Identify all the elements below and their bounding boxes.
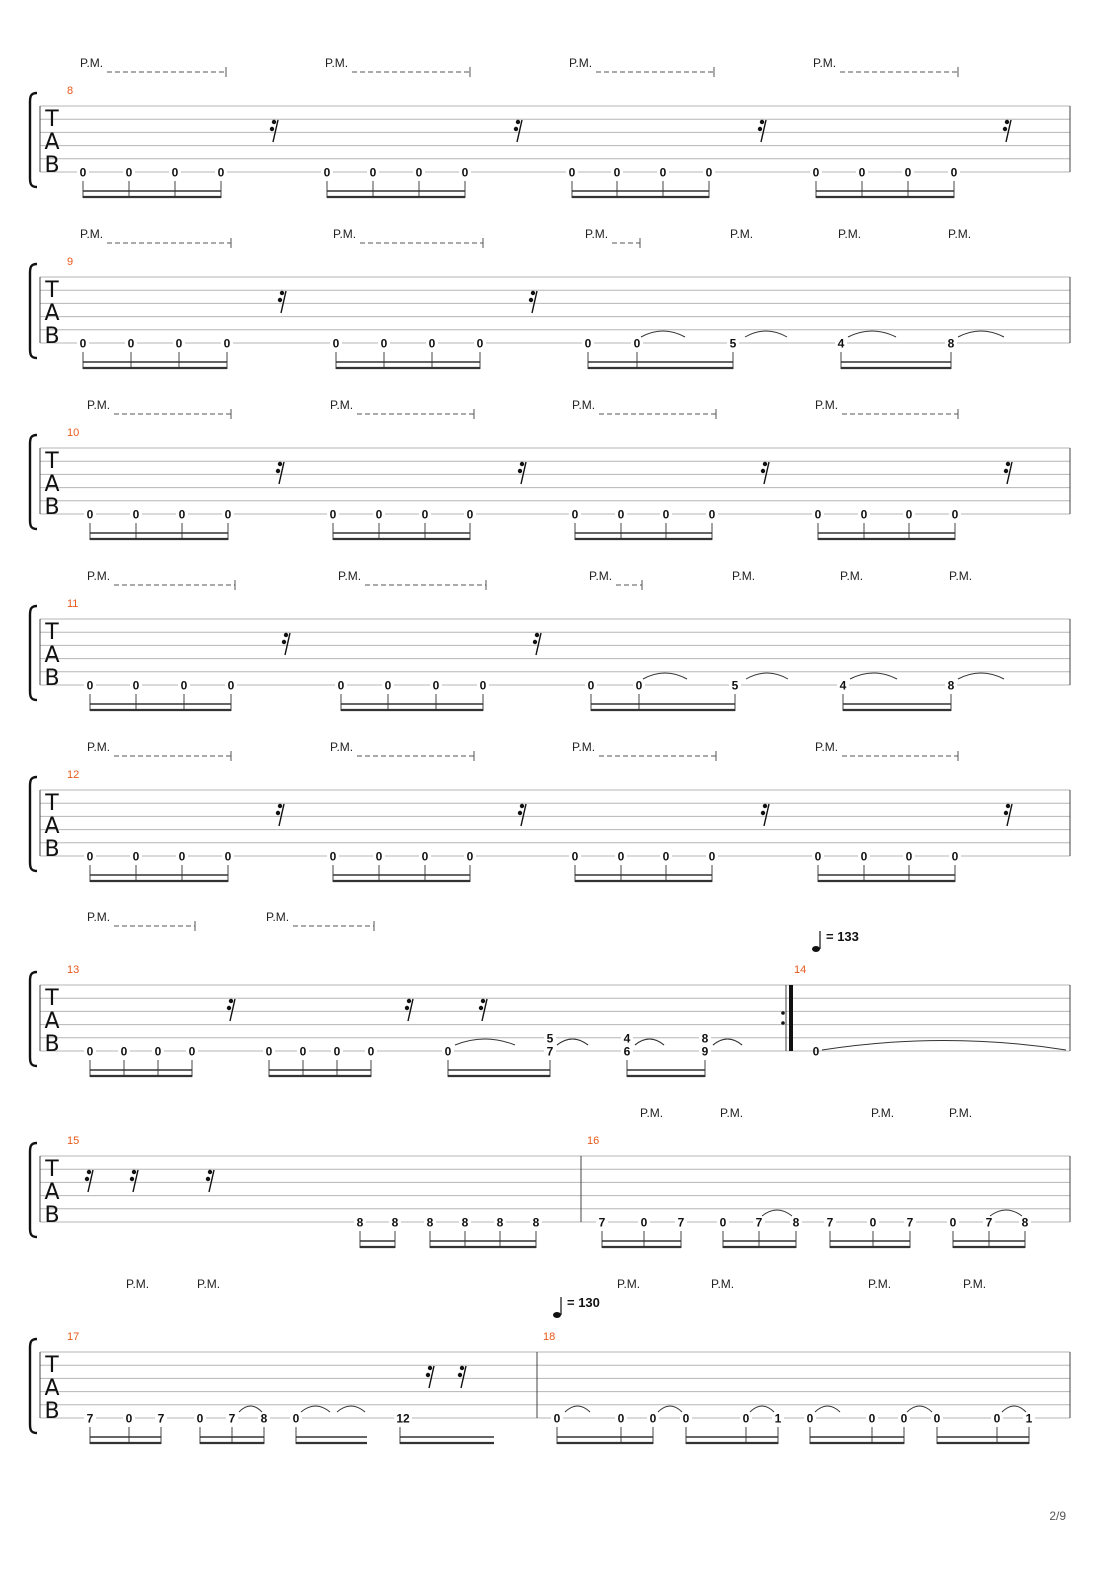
tab-clef-letter: B (44, 666, 60, 691)
palm-mute-label: P.M. (589, 569, 613, 583)
fret-number: 0 (466, 507, 474, 522)
measure-number: 8 (67, 85, 74, 97)
tab-system (30, 740, 1070, 882)
fret-number: 0 (178, 507, 186, 522)
measure-number: 13 (67, 964, 80, 976)
palm-mute-label: P.M. (868, 1277, 892, 1291)
tab-clef-letter: A (44, 814, 60, 839)
fret-number: 0 (332, 336, 340, 351)
palm-mute-label: P.M. (333, 227, 357, 241)
palm-mute-label: P.M. (838, 227, 862, 241)
tab-clef-letter: T (45, 791, 59, 816)
system-brace (30, 972, 37, 1066)
rest-flag-dot (278, 298, 282, 302)
tab-clef-letter: B (44, 324, 60, 349)
fret-number: 0 (323, 165, 331, 180)
fret-number: 0 (858, 165, 866, 180)
rest-flag-dot (87, 1170, 91, 1174)
fret-number: 5 (731, 678, 739, 693)
fret-number: 7 (985, 1215, 993, 1230)
rest-flag-dot (1006, 462, 1010, 466)
rest-flag-dot (132, 1170, 136, 1174)
rest-flag-dot (278, 804, 282, 808)
fret-number: 0 (421, 849, 429, 864)
fret-number: 8 (260, 1411, 268, 1426)
fret-number: 8 (391, 1215, 399, 1230)
rest-flag-dot (276, 469, 280, 473)
fret-number: 0 (950, 165, 958, 180)
tie (337, 1406, 365, 1412)
rest-flag-dot (206, 1177, 210, 1181)
fret-number: 0 (132, 678, 140, 693)
tie (641, 331, 685, 337)
fret-number: 0 (79, 165, 87, 180)
fret-number: 0 (662, 507, 670, 522)
fret-number: 0 (333, 1044, 341, 1059)
fret-number: 0 (154, 1044, 162, 1059)
palm-mute-label: P.M. (87, 398, 111, 412)
palm-mute-label: P.M. (720, 1106, 744, 1120)
tie (643, 673, 687, 679)
tab-clef-letter: T (45, 1353, 59, 1378)
fret-number: 0 (949, 1215, 957, 1230)
palm-mute-label: P.M. (87, 740, 111, 754)
rest-flag-dot (282, 640, 286, 644)
rest-flag-dot (516, 120, 520, 124)
fret-number: 0 (369, 165, 377, 180)
fret-number: 8 (947, 336, 955, 351)
palm-mute-label: P.M. (266, 910, 290, 924)
fret-number: 0 (900, 1411, 908, 1426)
fret-number: 5 (546, 1031, 554, 1046)
page-number: 2/9 (1049, 1509, 1066, 1523)
fret-number: 0 (86, 678, 94, 693)
rest-flag-dot (1004, 811, 1008, 815)
tie (557, 1039, 588, 1045)
rest-flag-dot (531, 291, 535, 295)
measure-number: 18 (543, 1331, 556, 1343)
fret-number: 0 (587, 678, 595, 693)
fret-number: 0 (375, 849, 383, 864)
fret-number: 0 (223, 336, 231, 351)
fret-number: 0 (904, 165, 912, 180)
fret-number: 0 (617, 1411, 625, 1426)
measure-number: 17 (67, 1331, 80, 1343)
tab-clef-letter: T (45, 1157, 59, 1182)
fret-number: 0 (869, 1215, 877, 1230)
tab-system (30, 569, 1070, 711)
fret-number: 0 (568, 165, 576, 180)
fret-number: 0 (329, 849, 337, 864)
fret-number: 0 (571, 849, 579, 864)
fret-number: 7 (546, 1044, 554, 1059)
fret-number: 0 (175, 336, 183, 351)
fret-number: 0 (479, 678, 487, 693)
fret-number: 0 (428, 336, 436, 351)
system-brace (30, 435, 37, 529)
tab-clef-letter: T (45, 449, 59, 474)
tie (713, 1039, 742, 1045)
palm-mute-label: P.M. (338, 569, 362, 583)
fret-number: 0 (132, 507, 140, 522)
fret-number: 0 (571, 507, 579, 522)
palm-mute-label: P.M. (949, 569, 973, 583)
rest-flag-dot (763, 462, 767, 466)
rest-flag-dot (229, 999, 233, 1003)
fret-number: 0 (86, 1044, 94, 1059)
measure-number: 10 (67, 427, 80, 439)
fret-number: 0 (708, 849, 716, 864)
fret-number: 0 (120, 1044, 128, 1059)
rest-flag-dot (405, 1006, 409, 1010)
palm-mute-label: P.M. (87, 569, 111, 583)
palm-mute-label: P.M. (330, 398, 354, 412)
tie (1002, 1406, 1026, 1412)
fret-number: 0 (171, 165, 179, 180)
repeat-dot (781, 1011, 785, 1015)
fret-number: 7 (228, 1411, 236, 1426)
fret-number: 8 (426, 1215, 434, 1230)
tie (635, 1039, 664, 1045)
fret-number: 0 (553, 1411, 561, 1426)
fret-number: 12 (396, 1411, 410, 1426)
fret-number: 1 (774, 1411, 782, 1426)
palm-mute-label: P.M. (711, 1277, 735, 1291)
fret-number: 0 (292, 1411, 300, 1426)
system-brace (30, 93, 37, 187)
fret-number: 0 (224, 507, 232, 522)
fret-number: 0 (375, 507, 383, 522)
fret-number: 0 (367, 1044, 375, 1059)
fret-number: 8 (947, 678, 955, 693)
fret-number: 0 (814, 849, 822, 864)
tie (745, 331, 787, 337)
fret-number: 0 (337, 678, 345, 693)
palm-mute-label: P.M. (815, 740, 839, 754)
tab-system (30, 56, 1070, 198)
fret-number: 7 (86, 1411, 94, 1426)
fret-number: 0 (584, 336, 592, 351)
fret-number: 4 (837, 336, 845, 351)
rest-flag-dot (270, 127, 274, 131)
fret-number: 0 (79, 336, 87, 351)
tab-clef-letter: A (44, 472, 60, 497)
fret-number: 0 (617, 849, 625, 864)
rest-flag-dot (130, 1177, 134, 1181)
tie (907, 1406, 932, 1412)
measure-number: 9 (67, 256, 74, 268)
fret-number: 1 (1025, 1411, 1033, 1426)
rest-flag-dot (272, 120, 276, 124)
tab-clef-letter: B (44, 495, 60, 520)
system-brace (30, 606, 37, 700)
fret-number: 8 (532, 1215, 540, 1230)
palm-mute-label: P.M. (325, 56, 349, 70)
system-brace (30, 1339, 37, 1433)
rest-flag-dot (760, 120, 764, 124)
quarter-note-icon (812, 946, 820, 952)
fret-number: 0 (180, 678, 188, 693)
fret-number: 4 (839, 678, 847, 693)
tab-system (30, 227, 1070, 369)
palm-mute-label: P.M. (585, 227, 609, 241)
fret-number: 0 (993, 1411, 1001, 1426)
fret-number: 0 (933, 1411, 941, 1426)
system-brace (30, 264, 37, 358)
rest-flag-dot (407, 999, 411, 1003)
fret-number: 4 (623, 1031, 631, 1046)
fret-number: 0 (86, 849, 94, 864)
rest-flag-dot (460, 1366, 464, 1370)
rest-flag-dot (280, 291, 284, 295)
rest-flag-dot (227, 1006, 231, 1010)
fret-number: 0 (633, 336, 641, 351)
rest-flag-dot (763, 804, 767, 808)
tie (658, 1406, 682, 1412)
palm-mute-label: P.M. (840, 569, 864, 583)
fret-number: 0 (662, 849, 670, 864)
palm-mute-label: P.M. (871, 1106, 895, 1120)
fret-number: 0 (227, 678, 235, 693)
tab-clef-letter: B (44, 1032, 60, 1057)
rest-flag-dot (1006, 804, 1010, 808)
rest-flag-dot (535, 633, 539, 637)
rest-flag-dot (520, 804, 524, 808)
rest-flag-dot (1003, 127, 1007, 131)
rest-flag-dot (518, 811, 522, 815)
measure-number: 15 (67, 1135, 80, 1147)
tab-system (30, 1277, 1070, 1444)
fret-number: 7 (157, 1411, 165, 1426)
fret-number: 0 (86, 507, 94, 522)
fret-number: 0 (649, 1411, 657, 1426)
fret-number: 7 (755, 1215, 763, 1230)
tab-clef-letter: T (45, 278, 59, 303)
rest-flag-dot (284, 633, 288, 637)
fret-number: 8 (701, 1031, 709, 1046)
tie (746, 673, 788, 679)
fret-number: 0 (265, 1044, 273, 1059)
fret-number: 0 (617, 507, 625, 522)
tie (815, 1406, 840, 1412)
repeat-dot (781, 1021, 785, 1025)
measure-number: 16 (587, 1135, 600, 1147)
rest-flag-dot (479, 1006, 483, 1010)
rest-flag-dot (481, 999, 485, 1003)
tab-clef-letter: T (45, 620, 59, 645)
rest-flag-dot (520, 462, 524, 466)
rest-flag-dot (1005, 120, 1009, 124)
fret-number: 7 (826, 1215, 834, 1230)
fret-number: 0 (196, 1411, 204, 1426)
tempo-marking: = 133 (826, 929, 859, 944)
rest-flag-dot (85, 1177, 89, 1181)
tie (455, 1039, 515, 1045)
system-brace (30, 777, 37, 871)
fret-number: 0 (217, 165, 225, 180)
fret-number: 0 (613, 165, 621, 180)
fret-number: 9 (701, 1044, 709, 1059)
tie (958, 673, 1004, 679)
tie (958, 331, 1004, 337)
tab-clef-letter: A (44, 130, 60, 155)
tie (301, 1406, 330, 1412)
tab-clef-letter: A (44, 301, 60, 326)
fret-number: 5 (729, 336, 737, 351)
measure-number: 11 (67, 598, 79, 610)
tie (750, 1406, 774, 1412)
palm-mute-label: P.M. (572, 740, 596, 754)
fret-number: 7 (677, 1215, 685, 1230)
fret-number: 0 (635, 678, 643, 693)
fret-number: 0 (421, 507, 429, 522)
fret-number: 6 (623, 1044, 631, 1059)
palm-mute-label: P.M. (80, 56, 104, 70)
fret-number: 0 (299, 1044, 307, 1059)
palm-mute-label: P.M. (815, 398, 839, 412)
rest-flag-dot (529, 298, 533, 302)
palm-mute-label: P.M. (617, 1277, 641, 1291)
palm-mute-label: P.M. (813, 56, 837, 70)
fret-number: 8 (356, 1215, 364, 1230)
palm-mute-label: P.M. (640, 1106, 664, 1120)
rest-flag-dot (1004, 469, 1008, 473)
fret-number: 0 (742, 1411, 750, 1426)
tie (565, 1406, 590, 1412)
palm-mute-label: P.M. (569, 56, 593, 70)
quarter-note-icon (553, 1312, 561, 1318)
palm-mute-label: P.M. (949, 1106, 973, 1120)
tab-clef-letter: A (44, 1009, 60, 1034)
system-brace (30, 1143, 37, 1237)
tab-clef-letter: A (44, 1180, 60, 1205)
measure-number: 14 (794, 964, 807, 976)
rest-flag-dot (533, 640, 537, 644)
tab-clef-letter: A (44, 1376, 60, 1401)
fret-number: 8 (792, 1215, 800, 1230)
fret-number: 8 (496, 1215, 504, 1230)
palm-mute-label: P.M. (572, 398, 596, 412)
palm-mute-label: P.M. (963, 1277, 987, 1291)
tab-system (30, 398, 1070, 540)
fret-number: 0 (329, 507, 337, 522)
fret-number: 0 (432, 678, 440, 693)
tab-clef-letter: T (45, 986, 59, 1011)
fret-number: 0 (860, 849, 868, 864)
fret-number: 0 (814, 507, 822, 522)
rest-flag-dot (276, 811, 280, 815)
fret-number: 0 (125, 165, 133, 180)
fret-number: 0 (951, 507, 959, 522)
palm-mute-label: P.M. (87, 910, 111, 924)
palm-mute-label: P.M. (197, 1277, 221, 1291)
rest-flag-dot (428, 1366, 432, 1370)
fret-number: 0 (132, 849, 140, 864)
tab-clef-letter: B (44, 837, 60, 862)
fret-number: 0 (125, 1411, 133, 1426)
fret-number: 0 (708, 507, 716, 522)
rest-flag-dot (278, 462, 282, 466)
fret-number: 0 (640, 1215, 648, 1230)
fret-number: 0 (905, 849, 913, 864)
fret-number: 0 (178, 849, 186, 864)
fret-number: 7 (598, 1215, 606, 1230)
palm-mute-label: P.M. (730, 227, 754, 241)
fret-number: 0 (461, 165, 469, 180)
tab-clef-letter: B (44, 1203, 60, 1228)
palm-mute-label: P.M. (126, 1277, 150, 1291)
rest-flag-dot (208, 1170, 212, 1174)
palm-mute-label: P.M. (948, 227, 972, 241)
tab-system (30, 1106, 1070, 1248)
measure-number: 12 (67, 769, 80, 781)
fret-number: 0 (868, 1411, 876, 1426)
fret-number: 0 (719, 1215, 727, 1230)
rest-flag-dot (426, 1373, 430, 1377)
fret-number: 0 (415, 165, 423, 180)
fret-number: 0 (224, 849, 232, 864)
fret-number: 8 (1021, 1215, 1029, 1230)
fret-number: 0 (659, 165, 667, 180)
fret-number: 0 (806, 1411, 814, 1426)
tie (850, 673, 897, 679)
fret-number: 0 (860, 507, 868, 522)
fret-number: 0 (380, 336, 388, 351)
fret-number: 0 (951, 849, 959, 864)
palm-mute-label: P.M. (80, 227, 104, 241)
tempo-marking: = 130 (567, 1295, 600, 1310)
tie (848, 331, 896, 337)
fret-number: 0 (812, 165, 820, 180)
palm-mute-label: P.M. (732, 569, 756, 583)
fret-number: 0 (705, 165, 713, 180)
tab-clef-letter: B (44, 1399, 60, 1424)
rest-flag-dot (761, 469, 765, 473)
tab-clef-letter: B (44, 153, 60, 178)
palm-mute-label: P.M. (330, 740, 354, 754)
fret-number: 0 (444, 1044, 452, 1059)
rest-flag-dot (518, 469, 522, 473)
rest-flag-dot (758, 127, 762, 131)
fret-number: 0 (466, 849, 474, 864)
tab-clef-letter: A (44, 643, 60, 668)
fret-number: 0 (127, 336, 135, 351)
fret-number: 8 (461, 1215, 469, 1230)
fret-number: 0 (384, 678, 392, 693)
rest-flag-dot (761, 811, 765, 815)
tie (762, 1210, 792, 1216)
fret-number: 0 (812, 1044, 820, 1059)
fret-number: 0 (188, 1044, 196, 1059)
fret-number: 0 (682, 1411, 690, 1426)
fret-number: 7 (906, 1215, 914, 1230)
rest-flag-dot (514, 127, 518, 131)
fret-number: 0 (905, 507, 913, 522)
fret-number: 0 (476, 336, 484, 351)
tie (822, 1041, 1066, 1051)
tab-clef-letter: T (45, 107, 59, 132)
rest-flag-dot (458, 1373, 462, 1377)
tab-system (30, 910, 1070, 1077)
